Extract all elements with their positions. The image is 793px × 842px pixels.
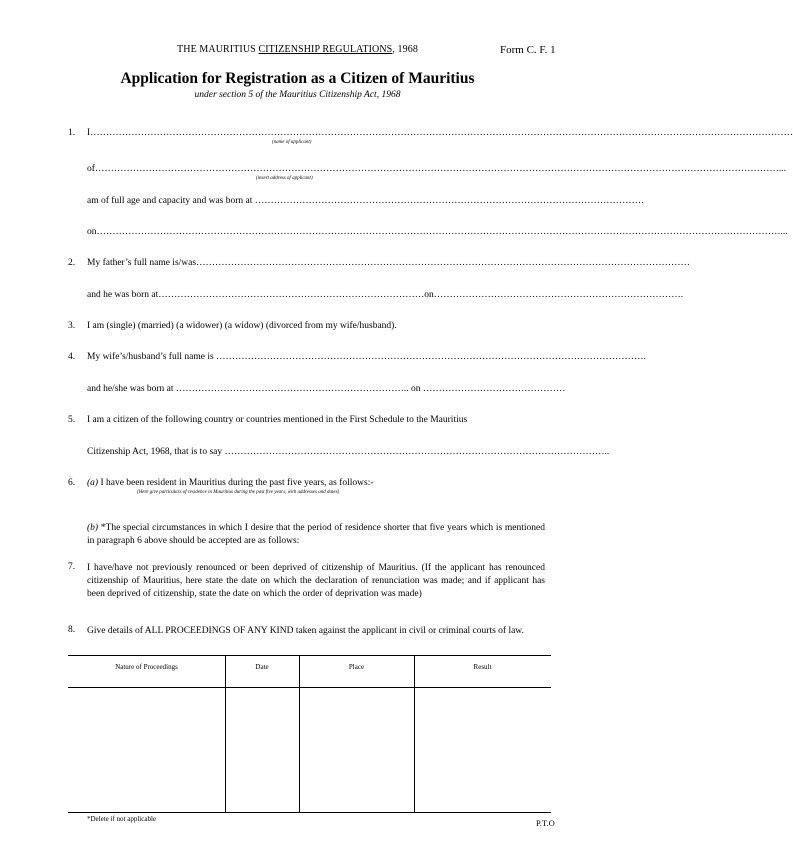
form-number: Form C. F. 1 [500, 44, 556, 56]
item-5-number: 5. [68, 415, 76, 425]
part-a-text: I have been resident in Mauritius during the past five years, as follows:- [98, 478, 374, 488]
item-1-number: 1. [68, 128, 76, 138]
part-b-label: (b) [87, 523, 99, 533]
table-top-border [68, 655, 551, 656]
proceedings-text: Give details of ALL PROCEEDINGS OF ANY KIND taken against the applicant in civil or criminal courts of law. [87, 626, 524, 636]
item-7-number: 7. [68, 562, 76, 572]
applicant-address-field[interactable]: of………………………………………………………………………………………………………………………………………………………………………………………………... [87, 164, 787, 174]
father-birth-field[interactable]: and he was born at…………………………………………………………………………on……………………………………………………………………. [87, 290, 684, 300]
birthdate-field[interactable]: on………………………………………………………………………………………………………………………………………………………………………………………………... [87, 227, 788, 237]
item-2-number: 2. [68, 258, 76, 268]
cell-result-entry[interactable] [416, 689, 549, 810]
col-header-result: Result [473, 663, 492, 671]
table-col-divider [299, 655, 300, 813]
item-8-number: 8. [68, 625, 76, 635]
cell-nature-entry[interactable] [68, 689, 223, 810]
residence-statement [87, 478, 545, 488]
table-col-divider [414, 655, 415, 813]
name-hint: (name of applicant) [272, 140, 312, 145]
col-header-place: Place [348, 663, 365, 671]
residence-hint: (Here give particulars of residence in Mauritius during the past five years, with addresses and dates) [137, 490, 340, 495]
citizenship-text: I am a citizen of the following country or countries mentioned in the First Schedule to the Mauritius [87, 415, 468, 425]
page-title: Application for Registration as a Citizen of Mauritius [120, 70, 475, 87]
address-hint: (insert address of applicant) [256, 176, 313, 181]
footnote: *Delete if not applicable [87, 815, 156, 823]
marital-status-text: I am (single) (married) (a widower) (a widow) (divorced from my wife/husband). [87, 321, 397, 331]
col-header-date: Date [255, 663, 269, 671]
proceedings-table [68, 655, 551, 813]
regulations-header-underlined: CITIZENSHIP REGULATIONS [258, 44, 393, 55]
table-header-border [68, 687, 551, 688]
birthplace-field[interactable]: am of full age and capacity and was born at …………………………………………………………………………………………………………… [87, 196, 645, 206]
applicant-name-field[interactable]: I…………………………………………………………………………………………………………………………………………………………………………………………………… [87, 128, 793, 138]
pto-label: P.T.O [536, 818, 555, 828]
father-name-field[interactable]: My father’s full name is/was………………………………………………………………………………………………………………………………………… [87, 258, 691, 268]
item-6-number: 6. [68, 478, 76, 488]
regulations-header-prefix: THE MAURITIUS [177, 44, 259, 55]
regulations-header-suffix: , 1968 [392, 44, 418, 55]
citizenship-countries-field[interactable]: Citizenship Act, 1968, that is to say ………………………………………………………………………………………………………….. [87, 447, 610, 457]
page-subtitle: under section 5 of the Mauritius Citizenship Act, 1968 [194, 90, 401, 100]
part-b-text: *The special circumstances in which I desire that the period of residence shorter that five years which is mentioned in paragraph 6 above should be accepted are as follows: [87, 523, 545, 546]
cell-date-entry[interactable] [227, 689, 297, 810]
table-bottom-border [68, 812, 551, 813]
part-a-label: (a) [87, 478, 99, 488]
cell-place-entry[interactable] [301, 689, 412, 810]
spouse-birth-field[interactable]: and he/she was born at ……………………………………………………………….. on ……………………………………… [87, 384, 566, 394]
item-3-number: 3. [68, 321, 76, 331]
spouse-name-field[interactable]: My wife’s/husband’s full name is ………………………………………………………………………………………………………………………. [87, 352, 646, 362]
special-circumstances-text [87, 522, 545, 548]
renunciation-text: I have/have not previously renounced or been deprived of citizenship of Mauritius. (If the applicant has renounced citizenship of Mauritius, here state the date on which the declaration of renunciation was made; and if applicant has been deprived of citizenship, state the date on which the order of deprivation was made) [87, 563, 545, 599]
col-header-nature: Nature of Proceedings [115, 663, 178, 671]
item-4-number: 4. [68, 352, 76, 362]
table-col-divider [225, 655, 226, 813]
